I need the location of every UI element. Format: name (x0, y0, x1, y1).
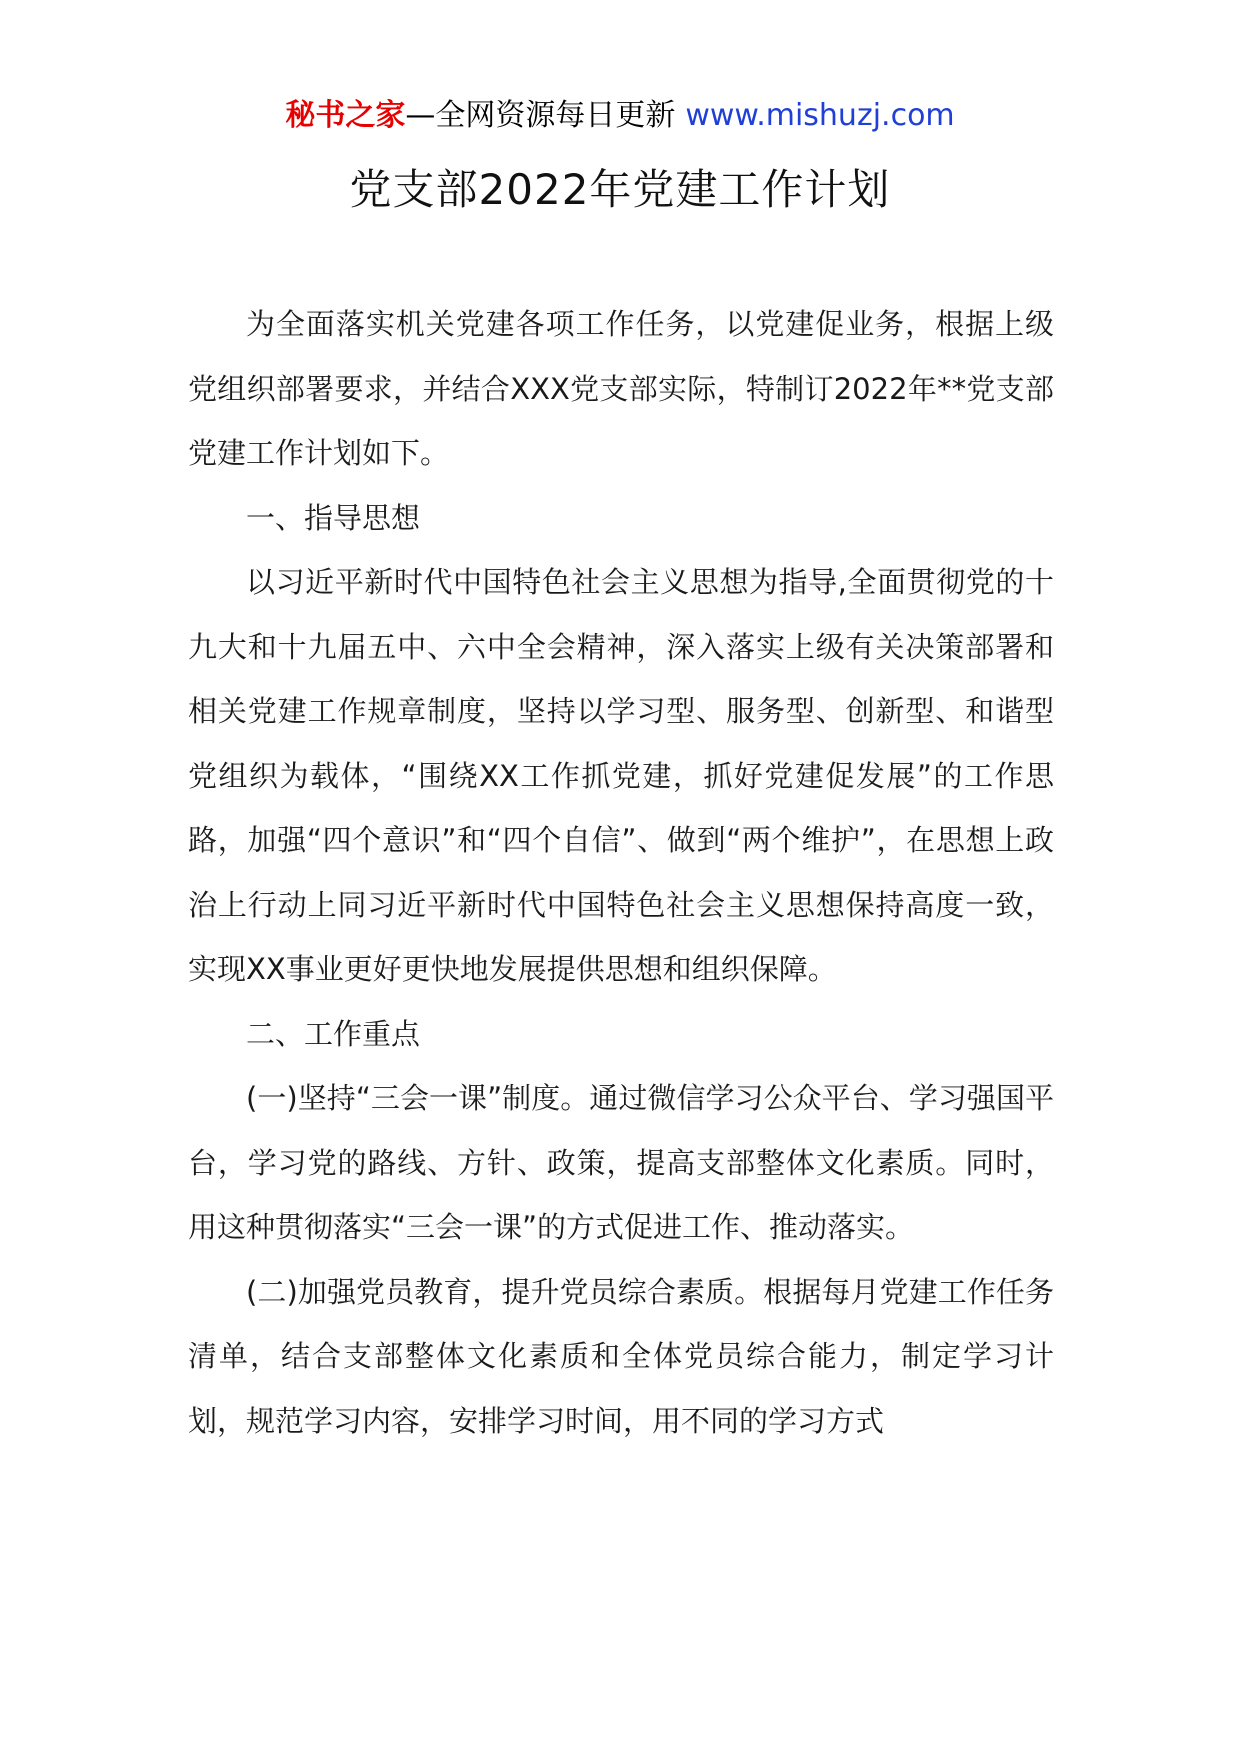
intro-paragraph: 为全面落实机关党建各项工作任务，以党建促业务，根据上级党组织部署要求，并结合XXX党支部实际，特制订2022年**党支部党建工作计划如下。 (188, 307, 1054, 470)
guiding-ideology-paragraph: 以习近平新时代中国特色社会主义思想为指导,全面贯彻党的十九大和十九届五中、六中全会精神，深入落实上级有关决策部署和相关党建工作规章制度，坚持以学习型、服务型、创新型、和谐型党组织为载体，“围绕XX工作抓党建，抓好党建促发展”的工作思路，加强“四个意识”和“四个自信”、做到“两个维护”，在思想上政治上行动上同习近平新时代中国特色社会主义思想保持高度一致，实现XX事业更好更快地发展提供思想和组织保障。 (188, 565, 1054, 986)
work-focus-item-2: (二)加强党员教育，提升党员综合素质。根据每月党建工作任务清单，结合支部整体文化素质和全体党员综合能力，制定学习计划，规范学习内容，安排学习时间，用不同的学习方式 (188, 1274, 1054, 1438)
document-title: 党支部2022年党建工作计划 (349, 165, 891, 214)
site-slogan: —全网资源每日更新 (405, 98, 676, 133)
document-body (188, 292, 1054, 1453)
site-url-link[interactable]: www.mishuzj.com (685, 98, 955, 133)
site-banner (0, 96, 1240, 136)
work-focus-item-1: (一)坚持“三会一课”制度。通过微信学习公众平台、学习强国平台，学习党的路线、方针、政策，提高支部整体文化素质。同时，用这种贯彻落实“三会一课”的方式促进工作、推动落实。 (188, 1081, 1054, 1244)
section-heading-work-focus: 二、工作重点 (246, 1016, 421, 1051)
section-heading-guiding-ideology: 一、指导思想 (246, 500, 421, 535)
site-brand: 秘书之家 (285, 98, 406, 133)
